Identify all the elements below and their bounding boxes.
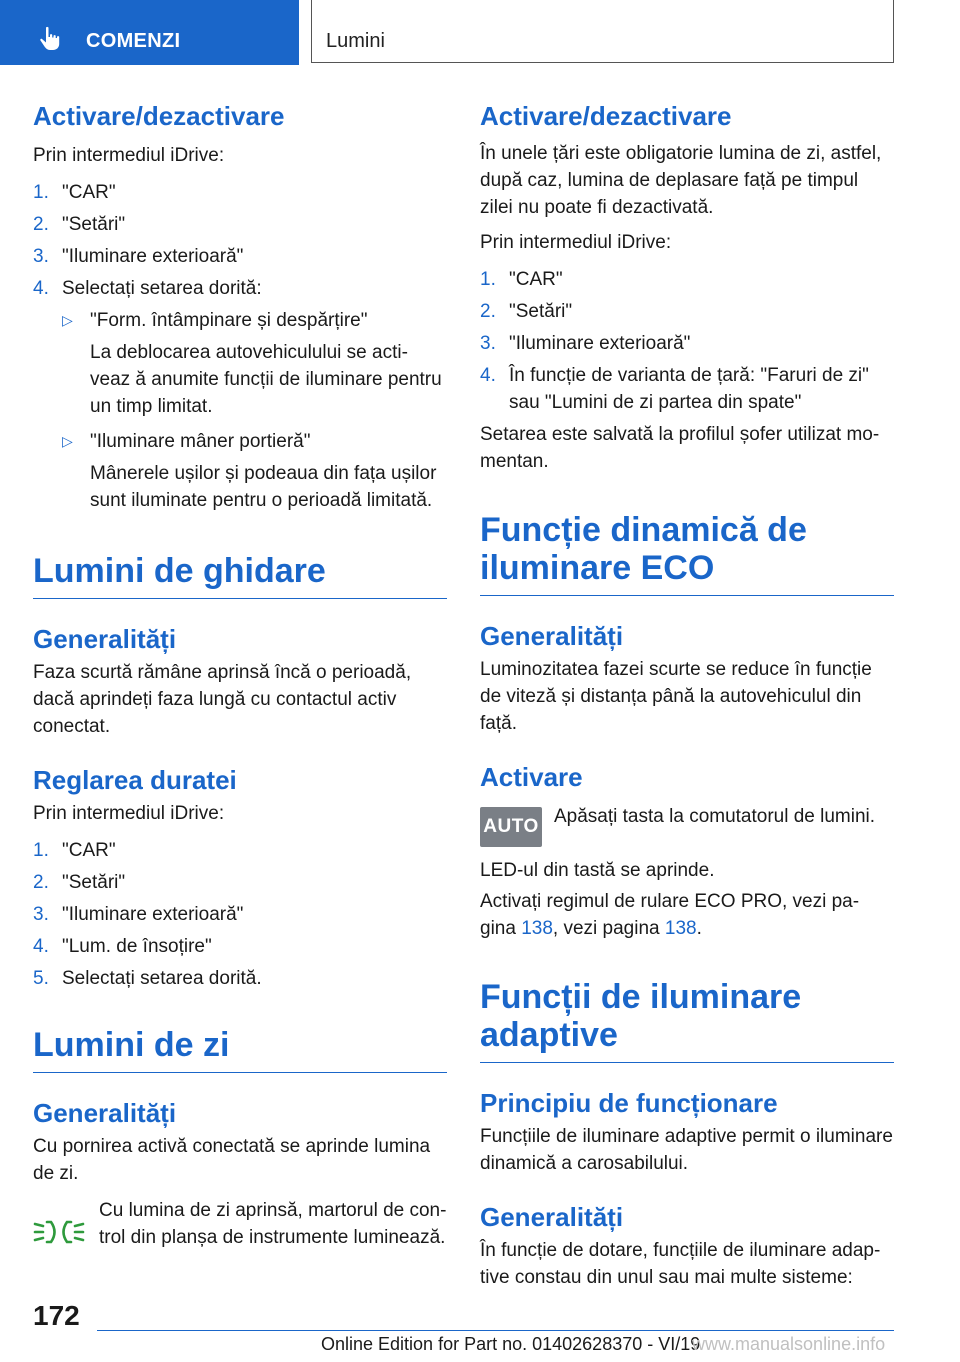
eco-pro-text: Activați regimul de rulare ECO PRO, vezi pa-gina 138, vezi pagina 138.: [480, 891, 860, 939]
heading-day-general: Generalități: [33, 1098, 177, 1128]
principle-text: Funcțiile de iluminare adaptive permit o iluminare dinamică a carosabilului.: [480, 1126, 893, 1174]
activation-steps: [33, 179, 447, 302]
list-item: 4. "Lum. de însoțire": [33, 936, 212, 957]
auto-key-text: Apăsați tasta la comutatorul de lumini.: [554, 806, 876, 827]
guide-general-text: Faza scurtă rămâne aprinsă încă o perioadă, dacă aprindeți faza lungă cu contactul activ conectat.: [33, 662, 412, 737]
list-item: 5. Selectați setarea dorită.: [33, 968, 262, 989]
edition-note: Online Edition for Part no. 01402628370 - VI/19: [321, 1334, 701, 1354]
list-item: 1. "CAR": [33, 840, 116, 861]
daytime-indicator-row: [33, 1197, 447, 1251]
daytime-indicator-text: Cu lumina de zi aprinsă, martorul de con-trol din planșa de instrumente luminează.: [99, 1200, 447, 1248]
list-item: 3. "Iluminare exterioară": [33, 904, 244, 925]
list-item: 4. În funcție de varianta de țară: "Faruri de zi" sau "Lumini de zi partea din spate": [480, 365, 869, 413]
chapter-title: Lumini: [326, 30, 385, 52]
list-item: 4. Selectați setarea dorită:: [33, 278, 262, 299]
triangle-bullet-icon: ▷: [62, 312, 73, 328]
heading-principle: Principiu de funcționare: [480, 1088, 778, 1118]
list-item: 2. "Setări": [480, 301, 573, 322]
list-item: 1. "CAR": [480, 269, 563, 290]
footer-divider: [97, 1330, 894, 1331]
heading-eco-lighting: Funcție dinamică de iluminare ECO: [480, 511, 894, 596]
heading-activation-left: Activare/dezactivare: [33, 101, 285, 131]
page-number: 172: [33, 1300, 80, 1331]
heading-duration: Reglarea duratei: [33, 765, 237, 795]
idrive-intro: Prin intermediul iDrive:: [33, 803, 225, 824]
auto-key-icon: AUTO: [480, 807, 542, 847]
daytime-running-light-icon: [33, 1218, 85, 1246]
heading-eco-activation: Activare: [480, 762, 583, 792]
daytime-steps: [480, 266, 894, 416]
list-item: 2. "Setări": [33, 214, 126, 235]
watermark: www.manualsonline.info: [692, 1334, 886, 1354]
day-general-text: Cu pornirea activă conectată se aprinde lumina de zi.: [33, 1136, 431, 1184]
led-text: LED-ul din tastă se aprinde.: [480, 860, 715, 881]
list-item: ▷ "Form. întâmpinare și despărțire" La deblocarea autovehiculului se acti-veaz ă anumite funcții de iluminare pentru un timp limitat.: [33, 307, 447, 420]
list-item: 3. "Iluminare exterioară": [480, 333, 691, 354]
chapter-tab: [311, 0, 894, 63]
heading-eco-general: Generalități: [480, 621, 624, 651]
profile-note: Setarea este salvată la profilul șofer utilizat mo-mentan.: [480, 424, 880, 472]
eco-general-text: Luminozitatea fazei scurte se reduce în funcție de viteză și distanța până la autovehiculul din față.: [480, 659, 872, 734]
heading-daytime-lights: Lumini de zi: [33, 1026, 447, 1073]
left-column: [33, 100, 447, 1251]
daytime-mandatory-text: În unele țări este obligatorie lumina de zi, astfel, după caz, lumina de deplasare față pe timpul zilei nu poate fi dezactivată.: [480, 143, 882, 218]
list-item: 1. "CAR": [33, 182, 116, 203]
heading-guide-lights: Lumini de ghidare: [33, 552, 447, 599]
list-item: 3. "Iluminare exterioară": [33, 246, 244, 267]
idrive-intro: Prin intermediul iDrive:: [33, 145, 225, 166]
adaptive-general-text: În funcție de dotare, funcțiile de iluminare adap-tive constau din unul sau mai multe sisteme:: [480, 1240, 881, 1288]
page-link[interactable]: 138: [521, 918, 553, 939]
section-tab-comenzi[interactable]: [0, 0, 299, 65]
section-tab-label: COMENZI: [86, 30, 181, 52]
duration-steps: [33, 837, 447, 992]
idrive-intro: Prin intermediul iDrive:: [480, 232, 672, 253]
triangle-bullet-icon: ▷: [62, 433, 73, 449]
heading-activation-right: Activare/dezactivare: [480, 101, 732, 131]
auto-key-row: [480, 803, 894, 851]
heading-adaptive-lighting: Funcții de iluminare adaptive: [480, 978, 894, 1063]
page-link[interactable]: 138: [664, 918, 697, 939]
heading-guide-general: Generalități: [33, 624, 177, 654]
list-item: 2. "Setări": [33, 872, 126, 893]
activation-options: [33, 307, 447, 514]
right-column: [480, 100, 894, 1291]
heading-adaptive-general: Generalități: [480, 1202, 624, 1232]
list-item: ▷ "Iluminare mâner portieră" Mânerele ușilor și podeaua din fața ușilor sunt iluminate pentru o perioadă limitată.: [33, 428, 447, 514]
pointing-hand-icon: [38, 25, 64, 51]
